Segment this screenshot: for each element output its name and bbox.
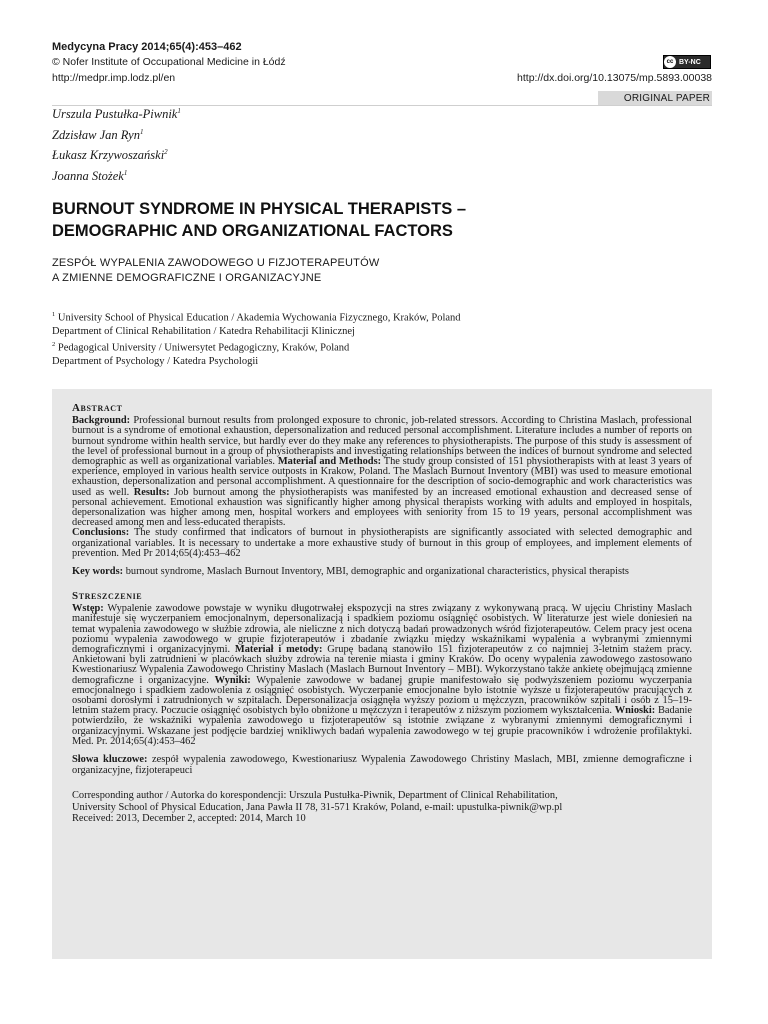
creative-commons-icon: cc bbox=[664, 56, 676, 68]
copyright-line: © Nofer Institute of Occupational Medicine in Łódź bbox=[52, 56, 286, 68]
abstract-heading: Abstract bbox=[72, 402, 123, 414]
paper-title-polish: ZESPÓŁ WYPALENIA ZAWODOWEGO U FIZJOTERAPEUTÓW A ZMIENNE DEMOGRAFICZNE I ORGANIZACYJNE bbox=[52, 257, 380, 284]
streszczenie-keywords: Słowa kluczowe: zespół wypalenia zawodowego, Kwestionariusz Wypalenia Zawodowego Christiny Maslach, MBI, zmienne demograficzne i organizacyjne, fizjoterapeuci bbox=[72, 754, 692, 777]
license-label: BY-NC bbox=[679, 58, 701, 66]
author-item: Joanna Stożek$^1$ bbox=[52, 168, 128, 184]
paper-title: BURNOUT SYNDROME IN PHYSICAL THERAPISTS – DEMOGRAPHIC AND ORGANIZATIONAL FACTORS bbox=[52, 200, 467, 240]
abstract-body: Background: Professional burnout results from prolonged exposure to chronic, job-related stressors. According to Christina Maslach, professional burnout is a syndrome of emotional exhaustion, depersonalization and reduced personal accomplishment. Literature includes a number of reports on burnout syndrome within health service, but hardly ever do they make any references to physiotherapists. The purpose of this study is assessment of the level of professional burnout in a group of physiotherapists and investigating relationships between the indices of burnout syndrome and selected demographic as well as organizational variables. Material and Methods: The study group consisted of 151 physiotherapists with at least 3 years of experience, employed in various health service outposts in Krakow, Poland. The Maslach Burnout Inventory (MBI) was used to measure emotional exhaustion, depersonalization and personal accomplishment. A questionnaire for the description of socio-demographic and work characteristics was used as well. Results: Job burnout among the physiotherapists was manifested by an increased emotional exhaustion and decreased sense of personal achievement. Emotional exhaustion was significantly higher among physical therapists working with adults and employed in hospitals, depersonalization was higher among men, hospital workers and employees with seniority from 15 to 19 years, personal accomplishment was decreased among men and less-educated therapists. Conclusions: The study confirmed that indicators of burnout in physiotherapists are significantly associated with selected demographic and organizational variables. It is necessary to undertake a more exhaustive study of burnout in this group of employees, and implement elements of prevention. Med Pr 2014;65(4):453–462 bbox=[72, 415, 692, 559]
correspondence-note: Corresponding author / Autorka do korespondencji: Urszula Pustułka-Piwnik, Department of Clinical Rehabilitation, University School of Physical Education, Jana Pawła II 78, 31-571 Kraków, Poland, e-mail: upustulka-piwnik@wp.pl Received: 2013, December 2, accepted: 2014, March 10 bbox=[72, 790, 563, 825]
abstract-box bbox=[52, 389, 712, 959]
affiliation-1: $^1$ University School of Physical Education / Akademia Wychowania Fizycznego, Kraków, Poland Department of Clinical Rehabilitation / Katedra Rehabilitacji Klinicznej bbox=[52, 311, 461, 337]
streszczenie-heading: Streszczenie bbox=[72, 590, 143, 603]
paper-type-label: ORIGINAL PAPER bbox=[623, 93, 710, 104]
author-item: Łukasz Krzywoszański$^2$ bbox=[52, 148, 168, 163]
author-list bbox=[52, 103, 181, 186]
author-item: Zdzisław Jan Ryn$^1$ bbox=[52, 127, 144, 142]
affiliation-2: $^2$ Pedagogical University / Uniwersytet Pedagogiczny, Kraków, Poland Department of Psychology / Katedra Psychologii bbox=[52, 341, 350, 367]
doi-link[interactable]: http://dx.doi.org/10.13075/mp.5893.00038 bbox=[517, 72, 712, 84]
streszczenie-body: Wstęp: Wypalenie zawodowe powstaje w wyniku długotrwałej ekspozycji na stres związany z wykonywaną pracą. W ujęciu Christiny Maslach manifestuje się wyczerpaniem emocjonalnym, depersonalizacją i spadkiem poziomu osiągnięć osobistych. W literaturze jest wiele doniesień na temat wypalenia zawodowego w służbie zdrowia, ale nieliczne z nich dotyczą badań prowadzonych wśród fizjoterapeutów. Celem pracy jest ocena poziomu wypalenia zawodowego w grupie fizjoterapeutów i zbadanie związku między wskaźnikami wypalenia a wybranymi zmiennymi demograficznymi i organizacyjnymi. Materiał i metody: Grupę badaną stanowiło 151 fizjoterapeutów z co najmniej 3-letnim stażem pracy. Ankietowani byli zatrudnieni w placówkach służby zdrowia na terenie miasta i gminy Kraków. Do oceny wypalenia zawodowego zastosowano Kwestionariusz Wypalenia Zawodowego Christiny Maslach (Maslach Burnout Inventory – MBI). Wykorzystano także ankietę obejmującą zmienne demograficzne i organizacyjne. Wyniki: Wypalenie zawodowe w badanej grupie manifestowało się podwyższeniem poziomu wyczerpania emocjonalnego i spadkiem zadowolenia z osiągnięć osobistych. Wyczerpanie emocjonalne było istotnie wyższe u fizjoterapeutów pracujących z osobami dorosłymi i zatrudnionych w szpitalach. Depersonalizacja osiągnęła wyższy poziom u mężczyzn, pracowników szpitali i osób z 15–19-letnim stażem pracy. Poczucie osiągnięć osobistych było obniżone u mężczyzn i terapeutów z niższym poziomem wykształcenia. Wnioski: Badanie potwierdziło, że wskaźniki wypalenia zawodowego u fizjoterapeutów są istotnie związane z wybranymi zmiennymi demograficznymi i organizacyjnymi. Wskazane jest podjęcie bardziej wnikliwych badań wypalenia zawodowego w tej grupie pracowników i wdrożenie profilaktyki. Med. Pr. 2014;65(4):453–462 bbox=[72, 603, 693, 747]
cc-license-badge bbox=[663, 55, 711, 69]
journal-url[interactable]: http://medpr.imp.lodz.pl/en bbox=[52, 72, 176, 84]
author-item: Urszula Pustułka-Piwnik$^1$ bbox=[52, 107, 181, 122]
abstract-keywords: Key words: burnout syndrome, Maslach Burnout Inventory, MBI, demographic and organizational characteristics, physical therapists bbox=[72, 566, 629, 578]
journal-citation: Medycyna Pracy 2014;65(4):453–462 bbox=[52, 41, 242, 53]
